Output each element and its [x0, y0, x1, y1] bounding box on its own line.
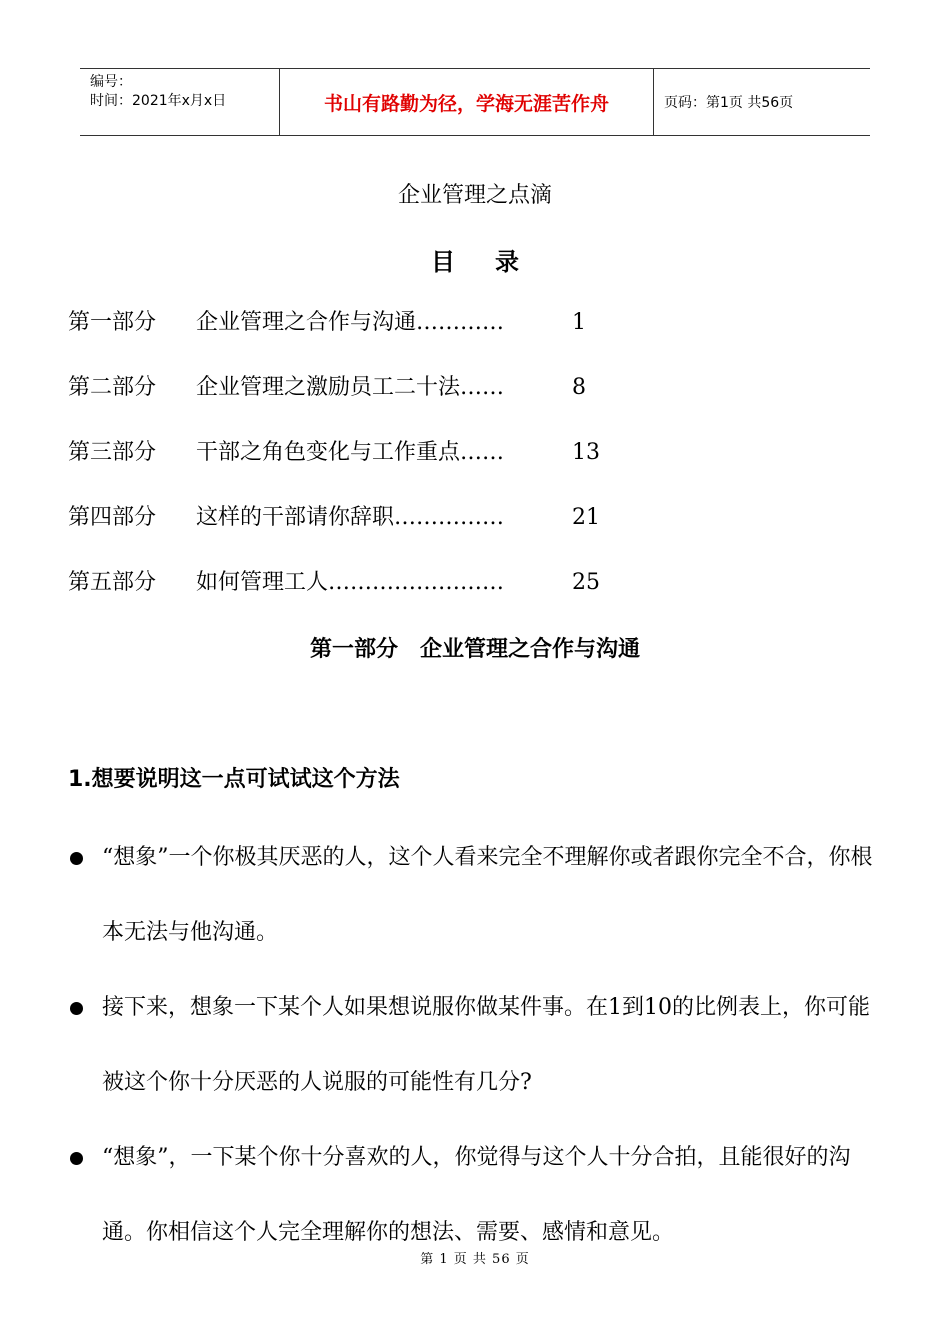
toc-part: 第二部分 [68, 375, 157, 400]
toc-row[interactable] [68, 435, 628, 500]
page-header [80, 68, 870, 136]
toc-topic: 这样的干部请你辞职…………… [196, 505, 505, 530]
toc-topic: 企业管理之激励员工二十法…… [196, 375, 505, 400]
toc-heading: 目录 [431, 247, 559, 276]
toc-part: 第五部分 [68, 570, 157, 595]
sub-heading: 1.想要说明这一点可试试这个方法 [68, 767, 400, 792]
section-heading: 第一部分 企业管理之合作与沟通 [309, 637, 640, 662]
page-footer: 第 1 页 共 56 页 [420, 1252, 530, 1267]
toc-part: 第三部分 [68, 440, 157, 465]
toc-row[interactable] [68, 565, 628, 630]
toc-topic: 如何管理工人…………………… [196, 570, 505, 595]
header-page-info: 页码：第1页 共56页 [664, 95, 794, 111]
bullet-list [68, 820, 888, 1270]
table-of-contents [68, 305, 628, 630]
toc-page-number: 21 [572, 505, 600, 530]
bullet-text: 接下来，想象一下某个人如果想说服你做某件事。在1到10的比例表上，你可能被这个你十分厌恶的人说服的可能性有几分? [102, 995, 870, 1095]
bullet-dot-icon [70, 1002, 83, 1015]
bullet-dot-icon [70, 1152, 83, 1165]
header-meta [80, 69, 280, 135]
time-label: 时间：2021年x月x日 [90, 93, 227, 109]
list-item [68, 820, 888, 970]
bullet-text: “想象”，一下某个你十分喜欢的人，你觉得与这个人十分合拍，且能很好的沟通。你相信这个人完全理解你的想法、需要、感情和意见。 [102, 1145, 851, 1245]
header-motto: 书山有路勤为径，学海无涯苦作舟 [280, 69, 654, 135]
toc-page-number: 1 [572, 310, 586, 335]
toc-topic: 企业管理之合作与沟通………… [196, 310, 505, 335]
toc-row[interactable] [68, 370, 628, 435]
toc-part: 第一部分 [68, 310, 157, 335]
toc-page-number: 8 [572, 375, 586, 400]
bullet-text: “想象”一个你极其厌恶的人，这个人看来完全不理解你或者跟你完全不合，你根本无法与他沟通。 [102, 845, 873, 945]
toc-page-number: 25 [572, 570, 600, 595]
toc-part: 第四部分 [68, 505, 157, 530]
toc-topic: 干部之角色变化与工作重点…… [196, 440, 505, 465]
document-title: 企业管理之点滴 [397, 183, 552, 208]
bullet-dot-icon [70, 852, 83, 865]
number-label: 编号： [90, 74, 132, 90]
toc-row[interactable] [68, 305, 628, 370]
toc-row[interactable] [68, 500, 628, 565]
toc-page-number: 13 [572, 440, 600, 465]
list-item [68, 970, 888, 1120]
